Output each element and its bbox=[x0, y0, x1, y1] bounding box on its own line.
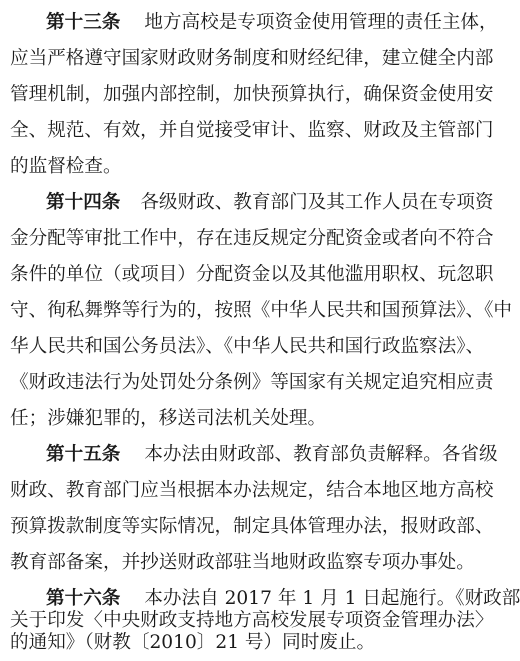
article-line: 预算拨款制度等实际情况，制定具体管理办法，报财政部、 bbox=[10, 516, 494, 537]
article-line: 应当严格遵守国家财政财务制度和财经纪律，建立健全内部 bbox=[10, 48, 494, 69]
article-line: 条件的单位（或项目）分配资金以及其他滥用职权、玩忽职 bbox=[10, 264, 494, 285]
article-heading: 第十五条 bbox=[46, 444, 121, 465]
article-line: 教育部备案，并抄送财政部驻当地财政监察专项办事处。 bbox=[10, 552, 475, 573]
article-text: 地方高校是专项资金使用管理的责任主体， bbox=[144, 12, 498, 33]
article-line: 全、规范、有效，并自觉接受审计、监察、财政及主管部门 bbox=[10, 120, 494, 141]
article-line: 金分配等审批工作中，存在违反规定分配资金或者向不符合 bbox=[10, 228, 494, 249]
article-line: 财政、教育部门应当根据本办法规定，结合本地区地方高校 bbox=[10, 480, 494, 501]
article-line: 关于印发〈中央财政支持地方高校发展专项资金管理办法〉 bbox=[10, 610, 494, 631]
article-first-line bbox=[46, 437, 498, 473]
article-line: 《财政违法行为处罚处分条例》等国家有关规定追究相应责 bbox=[10, 372, 494, 393]
article-line: 任；涉嫌犯罪的，移送司法机关处理。 bbox=[10, 408, 327, 429]
article-line: 守、徇私舞弊等行为的，按照《中华人民共和国预算法》、《中 bbox=[10, 300, 513, 321]
article-text: 本办法由财政部、教育部负责解释。各省级 bbox=[144, 444, 498, 465]
article-line: 管理机制，加强内部控制，加快预算执行，确保资金使用安 bbox=[10, 84, 494, 105]
article-first-line bbox=[46, 5, 498, 41]
article-heading: 第十三条 bbox=[46, 12, 121, 33]
article-heading: 第十四条 bbox=[46, 192, 121, 213]
article-heading: 第十六条 bbox=[46, 588, 121, 609]
article-line: 的通知》（财教〔2010〕21 号）同时废止。 bbox=[10, 632, 376, 653]
article-line: 的监督检查。 bbox=[10, 156, 122, 177]
article-first-line bbox=[46, 185, 494, 221]
article-text: 各级财政、教育部门及其工作人员在专项资 bbox=[140, 192, 494, 213]
article-text: 本办法自 2017 年 1 月 1 日起施行。《财政部 bbox=[144, 588, 520, 609]
article-line: 华人民共和国公务员法》、《中华人民共和国行政监察法》、 bbox=[10, 336, 485, 357]
